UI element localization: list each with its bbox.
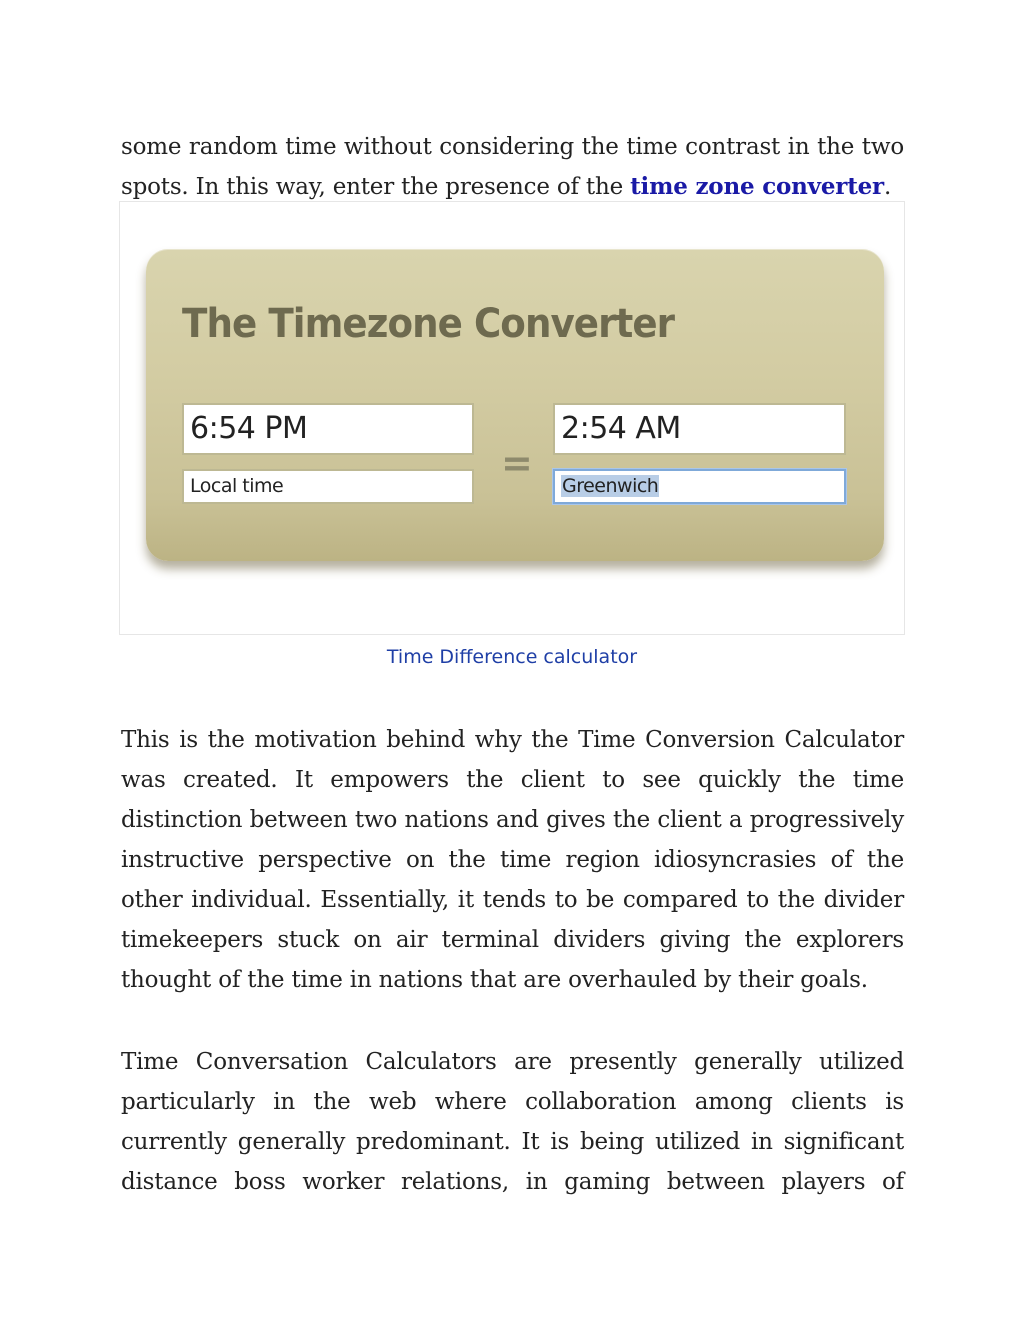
paragraph3-line-4: distance boss worker relations, in gaming between players of: [121, 1169, 904, 1195]
figure-caption: Time Difference calculator: [386, 646, 638, 668]
usage-paragraph: [121, 1042, 904, 1202]
converter-panel: [146, 249, 884, 561]
converter-title: The Timezone Converter: [182, 301, 675, 347]
equals-sign: =: [501, 441, 533, 485]
paragraph2-line-4: instructive perspective on the time region idiosyncrasies of the: [121, 847, 904, 873]
intro-line-1: some random time without considering the time contrast in the two: [121, 134, 904, 160]
local-zone-field[interactable]: Local time: [182, 469, 474, 504]
paragraph2-line-2: was created. It empowers the client to see quickly the time: [121, 767, 904, 793]
converted-time-field[interactable]: 2:54 AM: [553, 403, 846, 455]
local-time-field[interactable]: 6:54 PM: [182, 403, 474, 455]
timezone-converter-figure: [119, 201, 905, 635]
paragraph2-line-3: distinction between two nations and gives the client a progressively: [121, 807, 904, 833]
intro-paragraph: [121, 127, 904, 207]
paragraph2-line-7: thought of the time in nations that are overhauled by their goals.: [121, 967, 868, 993]
target-zone-field[interactable]: [553, 469, 846, 504]
paragraph2-line-1: This is the motivation behind why the Time Conversion Calculator: [121, 727, 904, 753]
motivation-paragraph: [121, 720, 904, 1000]
target-zone-selected-text: Greenwich: [562, 475, 659, 497]
paragraph2-line-5: other individual. Essentially, it tends to be compared to the divider: [121, 887, 904, 913]
paragraph3-line-1: Time Conversation Calculators are presently generally utilized: [121, 1049, 904, 1075]
paragraph3-line-3: currently generally predominant. It is being utilized in significant: [121, 1129, 904, 1155]
intro-line-2-end: .: [883, 174, 892, 200]
paragraph2-line-6: timekeepers stuck on air terminal dividers giving the explorers: [121, 927, 904, 953]
intro-line-2-text: spots. In this way, enter the presence of the: [121, 174, 631, 200]
paragraph3-line-2: particularly in the web where collaboration among clients is: [121, 1089, 904, 1115]
time-zone-converter-link[interactable]: time zone converter: [630, 173, 884, 200]
